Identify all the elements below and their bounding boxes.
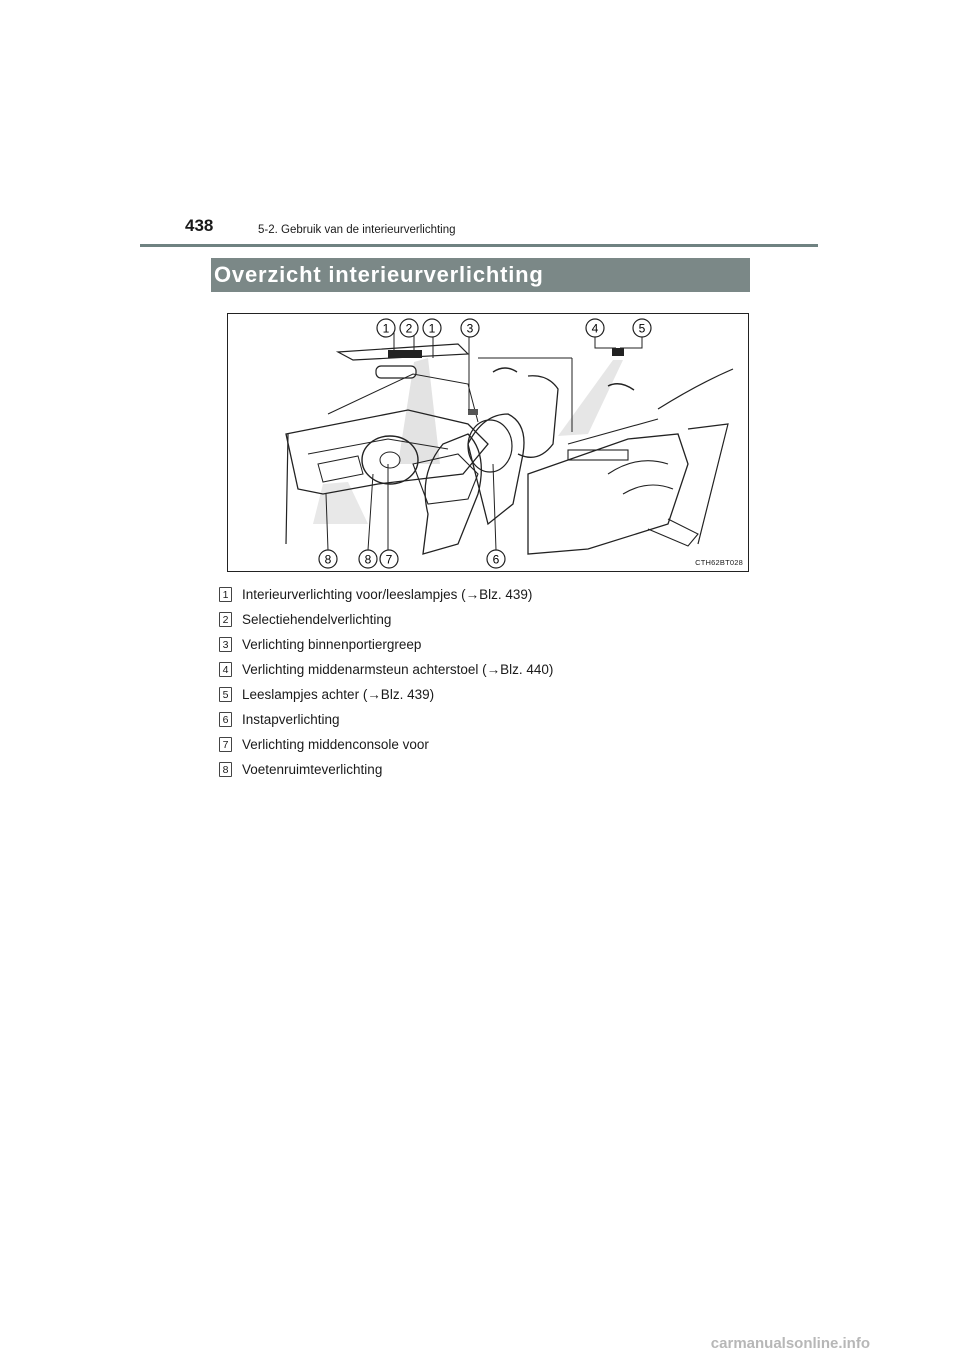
legend-list	[219, 582, 739, 782]
page-heading: Overzicht interieurverlichting	[214, 262, 544, 287]
callout-4	[586, 319, 604, 337]
legend-number: 1	[219, 587, 232, 602]
legend-item	[219, 657, 739, 682]
legend-number: 7	[219, 737, 232, 752]
callout-8a	[319, 550, 337, 568]
interior-illustration	[227, 313, 749, 572]
legend-item	[219, 607, 739, 632]
page-number: 438	[185, 216, 214, 235]
callout-8b	[359, 550, 377, 568]
callout-7-label: 7	[385, 552, 393, 567]
callout-1b	[423, 319, 441, 337]
legend-text: Verlichting middenconsole voor	[242, 737, 429, 752]
legend-number: 5	[219, 687, 232, 702]
callout-6-label: 6	[492, 552, 500, 567]
callout-1b-label: 1	[428, 321, 436, 336]
callout-2	[400, 319, 418, 337]
legend-text: Instapverlichting	[242, 712, 340, 727]
callout-3-label: 3	[466, 321, 474, 336]
legend-item	[219, 682, 739, 707]
legend-number: 3	[219, 637, 232, 652]
callout-1a-label: 1	[382, 321, 390, 336]
car-interior-drawing	[228, 314, 749, 572]
callout-1a	[377, 319, 395, 337]
legend-text: Verlichting binnenportiergreep	[242, 637, 422, 652]
section-title: 5-2. Gebruik van de interieurverlichting	[258, 224, 456, 236]
legend-item	[219, 582, 739, 607]
header-rule	[140, 244, 818, 247]
callout-4-label: 4	[591, 321, 599, 336]
callout-5-label: 5	[638, 321, 646, 336]
legend-text: Voetenruimteverlichting	[242, 762, 383, 777]
legend-text: Verlichting middenarmsteun achterstoel (→Blz. 440)	[242, 662, 554, 677]
legend-number: 2	[219, 612, 232, 627]
callout-5	[633, 319, 651, 337]
figure-code: CTH62BT028	[695, 558, 743, 567]
legend-number: 8	[219, 762, 232, 777]
callout-8b-label: 8	[364, 552, 372, 567]
callout-7	[380, 550, 398, 568]
legend-item	[219, 632, 739, 657]
legend-item	[219, 732, 739, 757]
callout-3	[461, 319, 479, 337]
legend-number: 4	[219, 662, 232, 677]
legend-text: Interieurverlichting voor/leeslampjes (→Blz. 439)	[242, 587, 533, 602]
callout-8a-label: 8	[324, 552, 332, 567]
legend-text: Leeslampjes achter (→Blz. 439)	[242, 687, 435, 702]
legend-text: Selectiehendelverlichting	[242, 612, 392, 627]
watermark-brand: carmanualsonline.info	[710, 1335, 870, 1352]
callout-6	[487, 550, 505, 568]
legend-item	[219, 707, 739, 732]
callout-2-label: 2	[405, 321, 413, 336]
legend-item	[219, 757, 739, 782]
legend-number: 6	[219, 712, 232, 727]
